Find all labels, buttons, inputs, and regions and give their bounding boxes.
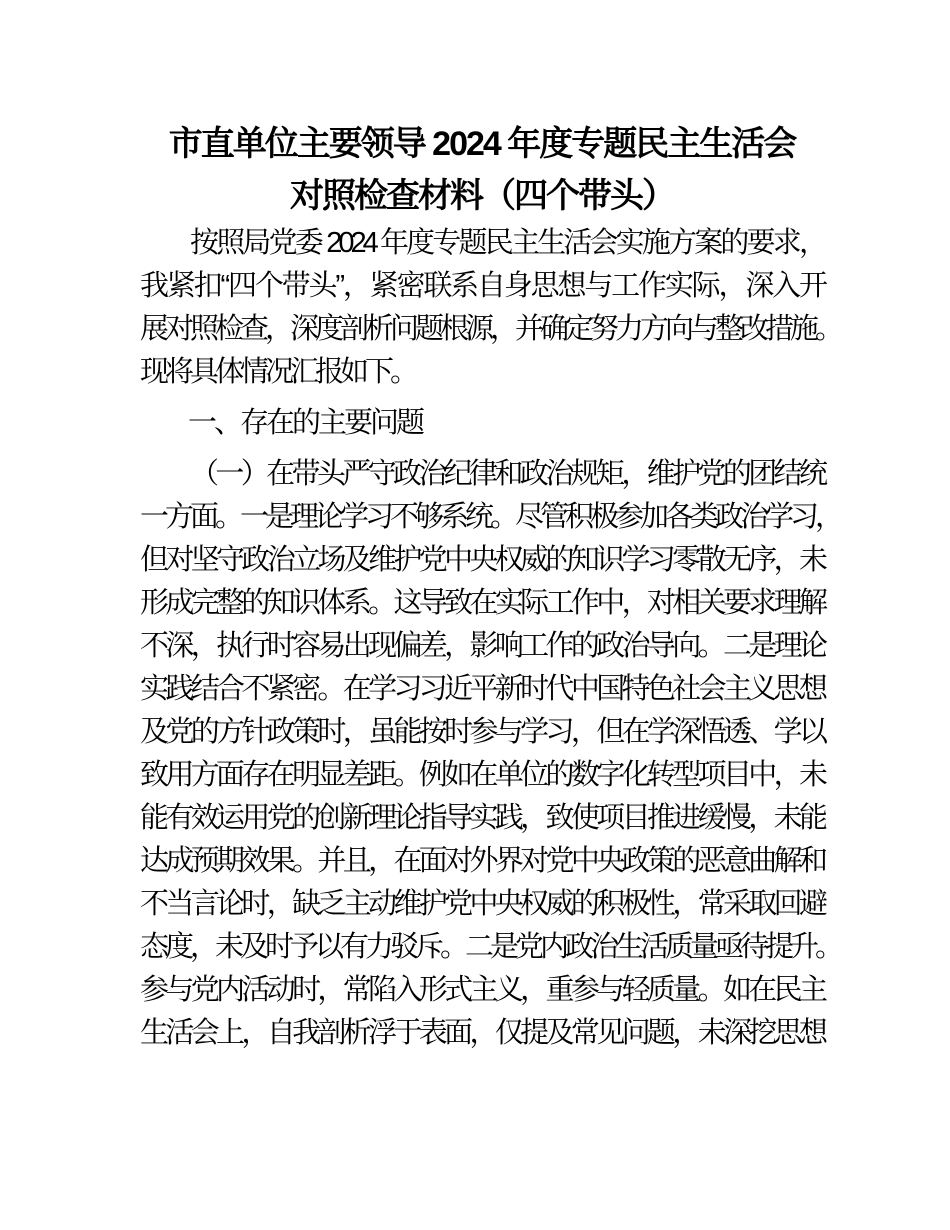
section-heading: 一、存在的主要问题 xyxy=(188,407,423,439)
intro-paragraph xyxy=(140,222,841,394)
text-line: 致用方面存在明显差距。例如在单位的数字化转型项目中，未 xyxy=(140,759,824,791)
text-line: 我紧扣“四个带头”，紧密联系自身思想与工作实际，深入开 xyxy=(140,270,824,302)
text-line: 但对坚守政治立场及维护党中央权威的知识学习零散无序，未 xyxy=(140,544,824,576)
text-line: 不深，执行时容易出现偏差，影响工作的政治导向。二是理论 xyxy=(140,630,824,662)
text-line: 现将具体情况汇报如下。 xyxy=(140,356,416,388)
text-line: 参与党内活动时，常陷入形式主义，重参与轻质量。如在民主 xyxy=(140,974,824,1006)
text-line: 形成完整的知识体系。这导致在实际工作中，对相关要求理解 xyxy=(140,587,824,619)
document-title-line-1: 市直单位主要领导 2024 年度专题民主生活会 xyxy=(168,125,796,163)
text-line: （一）在带头严守政治纪律和政治规矩，维护党的团结统 xyxy=(190,458,824,490)
text-line: 不当言论时，缺乏主动维护党中央权威的积极性，常采取回避 xyxy=(140,888,824,920)
text-line: 生活会上，自我剖析浮于表面，仅提及常见问题，未深挖思想 xyxy=(140,1017,824,1049)
text-line: 能有效运用党的创新理论指导实践，致使项目推进缓慢，未能 xyxy=(140,802,824,834)
text-line: 实践结合不紧密。在学习习近平新时代中国特色社会主义思想 xyxy=(140,673,824,705)
document-title xyxy=(140,118,824,222)
text-line: 一方面。一是理论学习不够系统。尽管积极参加各类政治学习， xyxy=(140,501,841,533)
section-paragraph xyxy=(140,453,841,1055)
text-line: 态度，未及时予以有力驳斥。二是党内政治生活质量亟待提升。 xyxy=(140,931,841,963)
document-title-line-2: 对照检查材料（四个带头） xyxy=(290,177,674,215)
text-line: 按照局党委 2024 年度专题民主生活会实施方案的要求， xyxy=(190,227,824,259)
text-line: 展对照检查，深度剖析问题根源，并确定努力方向与整改措施。 xyxy=(140,313,841,345)
text-line: 及党的方针政策时，虽能按时参与学习，但在学深悟透、学以 xyxy=(140,716,824,748)
text-line: 达成预期效果。并且，在面对外界对党中央政策的恶意曲解和 xyxy=(140,845,824,877)
